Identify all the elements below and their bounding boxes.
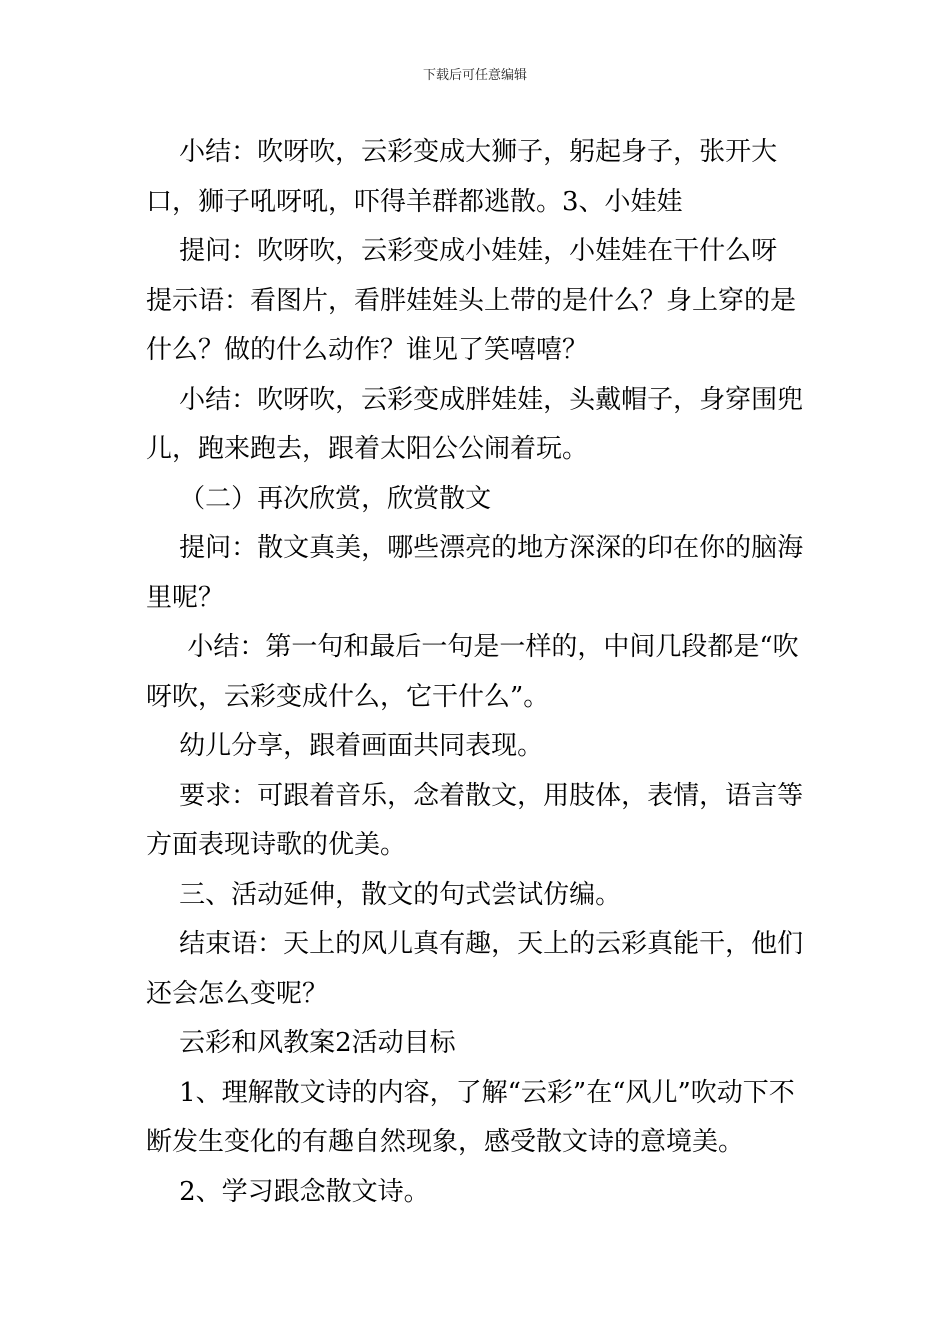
paragraph-question-baby: 提问：吹呀吹，云彩变成小娃娃，小娃娃在干什么呀 (146, 236, 778, 266)
paragraph-section-two: （二）再次欣赏，欣赏散文 (146, 483, 492, 514)
paragraph-requirement: 要求：可跟着音乐，念着散文，用肢体，表情，语言等方面表现诗歌的优美。 (146, 780, 804, 860)
paragraph-summary-baby: 小结：吹呀吹，云彩变成胖娃娃，头戴帽子，身穿围兜儿，跑来跑去，跟着太阳公公闹着玩。 (146, 384, 804, 464)
paragraph-question-prose: 提问：散文真美，哪些漂亮的地方深深的印在你的脑海里呢？ (146, 533, 804, 613)
paragraph-goal-one: 1、理解散文诗的内容，了解“云彩”在“风儿”吹动下不断发生变化的有趣自然现象，感受散文诗的意境美。 (146, 1077, 795, 1157)
paragraph-hint: 提示语：看图片，看胖娃娃头上带的是什么？身上穿的是什么？做的什么动作？谁见了笑嘻嘻？ (146, 285, 797, 365)
paragraph-lesson-two-title: 云彩和风教案2活动目标 (146, 1028, 456, 1058)
paragraph-section-three: 三、活动延伸，散文的句式尝试仿编。 (146, 879, 622, 910)
page-header: 下载后可任意编辑 (422, 68, 527, 83)
document-body (146, 128, 810, 1217)
paragraph-summary-prose: 小结：第一句和最后一句是一样的，中间几段都是“吹呀吹，云彩变成什么，它干什么”。 (146, 632, 799, 712)
paragraph-closing: 结束语：天上的风儿真有趣，天上的云彩真能干，他们还会怎么变呢？ (146, 929, 804, 1009)
paragraph-goal-two: 2、学习跟念散文诗。 (146, 1176, 430, 1207)
paragraph-summary-lion: 小结：吹呀吹，云彩变成大狮子，躬起身子，张开大口，狮子吼呀吼，吓得羊群都逃散。3、小娃娃 (146, 137, 778, 217)
paragraph-sharing: 幼儿分享，跟着画面共同表现。 (146, 731, 544, 761)
